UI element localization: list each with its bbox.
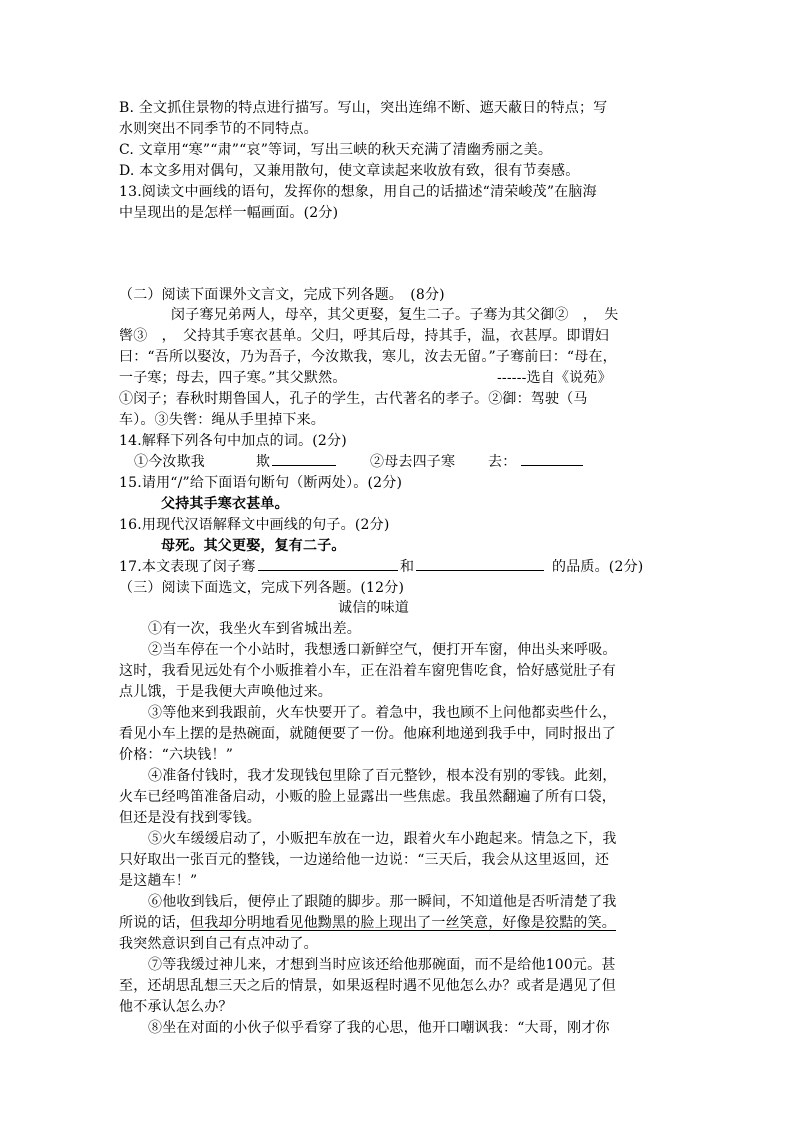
paragraph-3-line1: ③等他来到我跟前，火车快要开了。着急中，我也顾不上问他都卖些什么，	[148, 705, 617, 721]
q17-mid: 和	[400, 559, 415, 575]
q12-option-b-line2: 水则突出不同季节的不同特点。	[119, 121, 318, 137]
passage-line2: 辔③ ， 父持其手寒衣甚单。父归，呼其后母，持其手，温，衣甚厚。即谓妇	[119, 328, 609, 344]
notes-line1: ①闵子；春秋时期鲁国人，孔子的学生，古代著名的孝子。②御：驾驶（马	[119, 391, 588, 407]
paragraph-5-line1: ⑤火车缓缓启动了，小贩把车放在一边，跟着火车小跑起来。情急之下，我	[148, 831, 617, 847]
notes-line2: 车）。③失辔：绳从手里掉下来。	[119, 412, 325, 428]
q17-answer-blank1[interactable]	[258, 556, 398, 571]
section2-heading: （二）阅读下面课外文言文，完成下列各题。 (8分)	[119, 287, 445, 303]
q13-question-line2: 中呈现出的是怎样一幅画面。(2分)	[119, 205, 339, 221]
passage-source: ------选自《说苑》	[497, 370, 612, 386]
q17-answer-blank2[interactable]	[416, 556, 544, 571]
q14-answer-blank2[interactable]	[521, 451, 583, 466]
passage-line4: 一子寒；母去，四子寒。”其父默然。	[119, 370, 347, 386]
paragraph-2-line3: 点儿饿，于是我便大声唤他过来。	[119, 684, 332, 700]
paragraph-6-line1: ⑥他收到钱后，便停止了跟随的脚步。那一瞬间，不知道他是否听清楚了我	[148, 894, 617, 910]
passage-line1: 闵子骞兄弟两人，母卒，其父更娶，复生二子。子骞为其父御② ， 失	[171, 307, 619, 323]
q14-item1: ①今汝欺我	[134, 454, 205, 470]
q16-question: 16.用现代汉语解释文中画线的句子。(2分)	[119, 517, 390, 533]
q12-option-d: D. 本文多用对偶句，又兼用散句，使文章读起来收放有致，很有节奏感。	[119, 163, 580, 179]
paragraph-2-line1: ②当车停在一个小站时，我想透口新鲜空气，便打开车窗，伸出头来呼吸。	[148, 642, 617, 658]
paragraph-6-underlined-sentence: 但我却分明地看见他黝黑的脸上现出了一丝笑意，好像是狡黠的笑。	[190, 915, 616, 931]
paragraph-7-line2: 至，还胡思乱想三天之后的情景，如果返程时遇不见他怎么办？或者是遇见了但	[119, 978, 616, 994]
paragraph-5-line2: 只好取出一张百元的整钱，一边递给他一边说：“三天后，我会从这里返回，还	[119, 852, 610, 868]
paragraph-6-line2	[119, 913, 616, 933]
q14-word1: 欺	[256, 454, 271, 470]
paragraph-4-line3: 但还是没有找到零钱。	[119, 810, 261, 826]
paragraph-4-line1: ④准备付钱时，我才发现钱包里除了百元整钞，根本没有别的零钱。此刻，	[148, 768, 617, 784]
q17-prefix: 17.本文表现了闵子骞	[119, 559, 256, 575]
paragraph-3-line3: 价格：“六块钱！”	[119, 747, 234, 763]
paragraph-4-line2: 火车已经鸣笛准备启动，小贩的脸上显露出一些焦虑。我虽然翻遍了所有口袋，	[119, 789, 616, 805]
q12-option-c: C. 文章用“寒”“肃”“哀”等词，写出三峡的秋天充满了清幽秀丽之美。	[119, 142, 553, 158]
paragraph-3-line2: 看见小车上摆的是热碗面，就随便要了一份。他麻利地递到我手中，同时报出了	[119, 726, 616, 742]
paragraph-7-line3: 他不承认怎么办？	[119, 999, 233, 1015]
q13-question-line1: 13.阅读文中画线的语句，发挥你的想象，用自己的话描述“清荣峻茂”在脑海	[119, 184, 597, 200]
article-title: 诚信的味道	[338, 600, 409, 616]
paragraph-6-line2-plain: 所说的话，	[119, 915, 190, 931]
paragraph-8-line1: ⑧坐在对面的小伙子似乎看穿了我的心思，他开口嘲讽我：“大哥，刚才你	[148, 1020, 610, 1036]
q14-answer-blank1[interactable]	[272, 451, 336, 466]
q16-sentence: 母死。其父更娶，复有二子。	[161, 538, 346, 554]
paragraph-5-line3: 是这趟车！”	[119, 873, 198, 889]
passage-line3: 曰：“吾所以娶汝，乃为吾子，今汝欺我，寒儿，汝去无留。”子骞前曰：“母在，	[119, 349, 617, 365]
q14-word2: 去：	[488, 454, 517, 470]
q15-question: 15.请用“/”给下面语句断句（断两处）。(2分)	[119, 475, 403, 491]
paragraph-6-line3: 我突然意识到自己有点冲动了。	[119, 936, 318, 952]
q12-option-b-line1: B. 全文抓住景物的特点进行描写。写山，突出连绵不断、遮天蔽日的特点；写	[119, 100, 608, 116]
paragraph-1: ①有一次，我坐火车到省城出差。	[148, 621, 361, 637]
q14-question: 14.解释下列各句中加点的词。(2分)	[119, 433, 347, 449]
section3-heading: （三）阅读下面选文，完成下列各题。(12分)	[119, 580, 405, 596]
q15-sentence: 父持其手寒衣甚单。	[161, 496, 289, 512]
paragraph-7-line1: ⑦等我缓过神儿来，才想到当时应该还给他那碗面，而不是给他100元。甚	[148, 957, 616, 973]
q14-item2: ②母去四子寒	[370, 454, 456, 470]
q17-suffix: 的品质。(2分)	[552, 559, 644, 575]
paragraph-2-line2: 这时，我看见远处有个小贩推着小车，正在沿着车窗兜售吃食，恰好感觉肚子有	[119, 663, 616, 679]
